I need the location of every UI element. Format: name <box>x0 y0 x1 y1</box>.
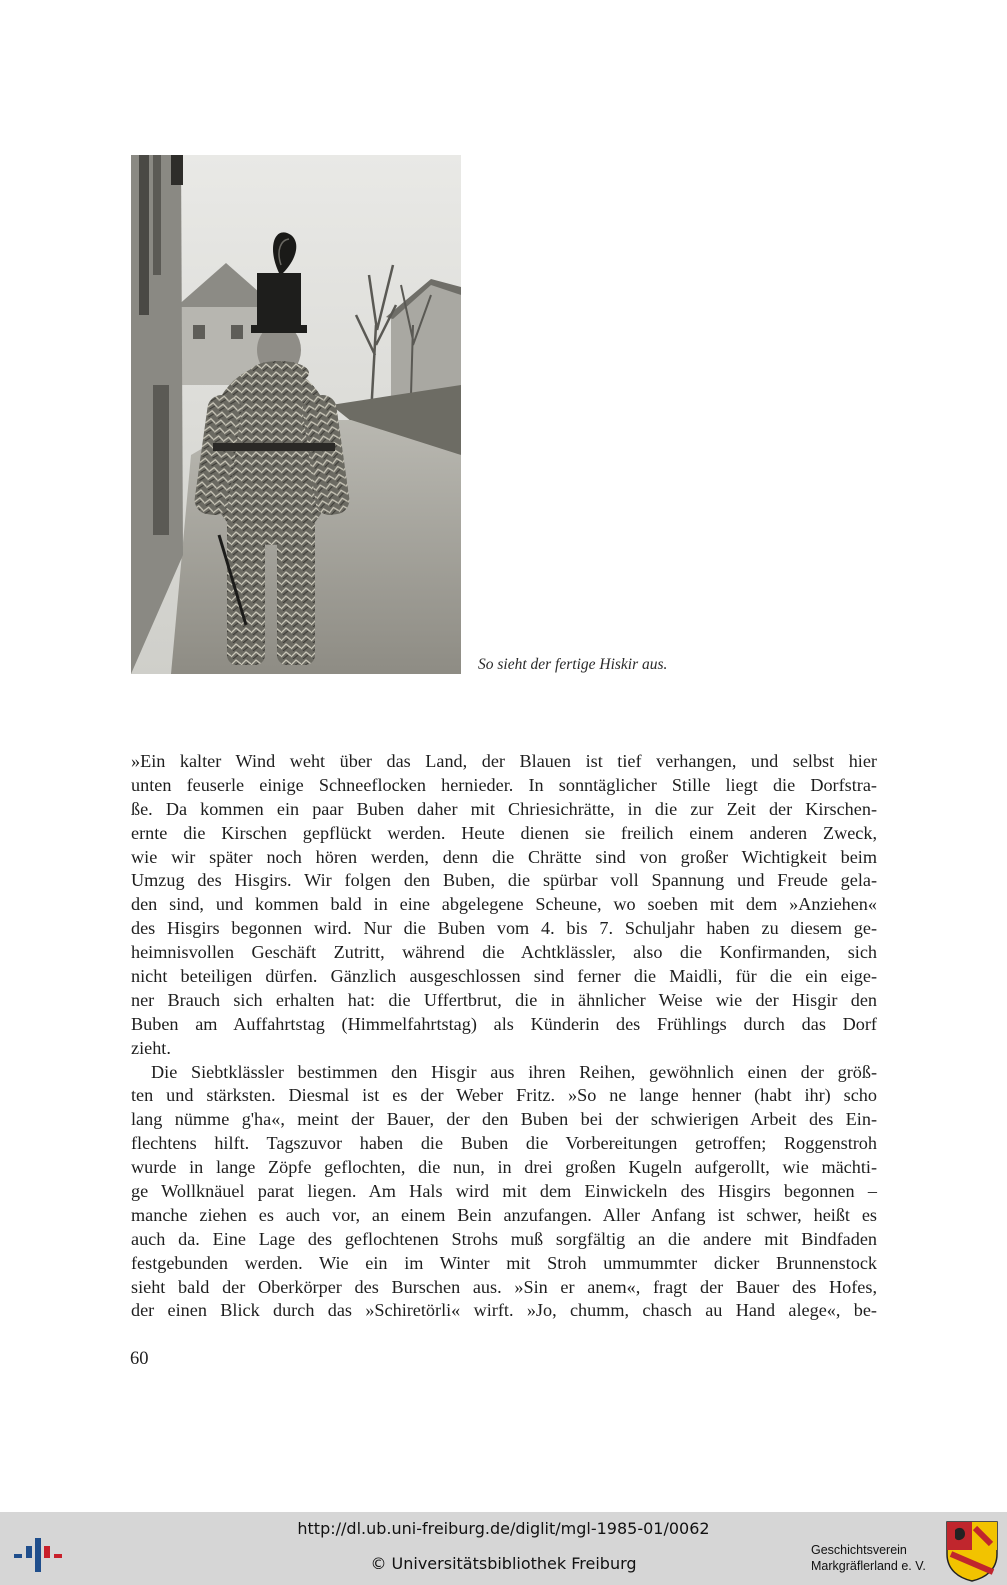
text-line: auch da. Eine Lage des geflochtenen Strohs muß sorgfältig an die andere mit Bindfaden <box>131 1228 877 1249</box>
text-line: der einen Blick durch das »Schiretörli« wirft. »Jo, chumm, chasch au Hand alege«, be- <box>131 1300 877 1321</box>
text-line: wurde in lange Zöpfe geflochten, die nun, in drei großen Kugeln aufgerollt, wie mächti- <box>131 1157 877 1178</box>
text-line: zieht. <box>131 1037 171 1058</box>
text-line: sieht bald der Oberkörper des Burschen aus. »Sin er anem«, fragt der Bauer des Hofes, <box>131 1276 877 1297</box>
society-name <box>811 1542 926 1574</box>
footer-copyright: © Universitätsbibliothek Freiburg <box>370 1554 637 1573</box>
text-line: Umzug des Hisgirs. Wir folgen den Buben, die spürbar voll Spannung und Freude gela- <box>131 870 877 891</box>
text-line: ge Wollknäuel parat liegen. Am Hals wird mit dem Einwickeln des Hisgirs begonnen – <box>131 1181 877 1202</box>
markgraeflerland-crest-icon <box>945 1520 999 1582</box>
text-line: Buben am Auffahrtstag (Himmelfahrtstag) als Künderin des Frühlings durch das Dorf <box>131 1013 877 1034</box>
text-line: heimnisvollen Geschäft Zutritt, während die Achtklässler, also die Konfirmanden, sich <box>131 942 877 963</box>
text-line: flechtens hilft. Tagszuvor haben die Buben die Vorbereitungen getroffen; Roggenstroh <box>131 1133 877 1154</box>
text-line: ten und stärksten. Diesmal ist es der Weber Fritz. »So ne lange henner (habt ihr) scho <box>131 1085 877 1106</box>
text-line: manche ziehen es auch vor, an einem Bein anzufangen. Aller Anfang ist schwer, heißt es <box>131 1204 877 1225</box>
text-line: ße. Da kommen ein paar Buben daher mit Chriesichrätte, in die zur Zeit der Kirschen- <box>131 798 877 819</box>
footer-url[interactable]: http://dl.ub.uni-freiburg.de/diglit/mgl-1985-01/0062 <box>297 1519 710 1538</box>
text-line: ernte die Kirschen gepflückt werden. Heute dienen sie freilich einem anderen Zweck, <box>131 822 877 843</box>
text-line: lang nümme g'ha«, meint der Bauer, der den Buben bei der schwierigen Arbeit des Ein- <box>131 1109 877 1130</box>
text-line: wie wir später noch hören werden, denn die Chrätte sind von großer Wichtigkeit beim <box>131 846 877 867</box>
figure-caption: So sieht der fertige Hiskir aus. <box>478 656 668 673</box>
text-line: unten feuserle einige Schneeflocken hernieder. In sonntäglicher Stille liegt die Dorfstra- <box>131 774 877 795</box>
text-line: des Hisgirs begonnen wird. Nur die Buben vom 4. bis 7. Schuljahr haben zu diesem ge- <box>131 918 877 939</box>
society-line-1: Geschichtsverein <box>811 1543 907 1557</box>
footer-bar <box>0 1512 1007 1585</box>
text-line: »Ein kalter Wind weht über das Land, der Blauen ist tief verhangen, und selbst hier <box>131 751 877 771</box>
text-line: festgebunden werden. Wie ein im Winter mit Stroh ummummter dicker Brunnenstock <box>131 1252 877 1273</box>
page-number: 60 <box>130 1349 149 1369</box>
hiskir-costume-photo <box>131 155 461 674</box>
text-line: nicht beteiligen dürfen. Gänzlich ausgeschlossen sind ferner die Maidli, für die ein eige- <box>131 966 877 987</box>
text-line: ner Brauch sich erhalten hat: die Uffertbrut, die in ähnlicher Weise wie der Hisgir den <box>131 989 877 1010</box>
body-text <box>131 750 877 1323</box>
society-line-2: Markgräflerland e. V. <box>811 1559 926 1573</box>
figure-photo <box>131 155 461 674</box>
text-line: den sind, und kommen bald in eine abgelegene Scheune, wo soeben mit dem »Anziehen« <box>131 894 877 915</box>
text-line: Die Siebtklässler bestimmen den Hisgir aus ihren Reihen, gewöhnlich einen der größ- <box>151 1061 877 1082</box>
